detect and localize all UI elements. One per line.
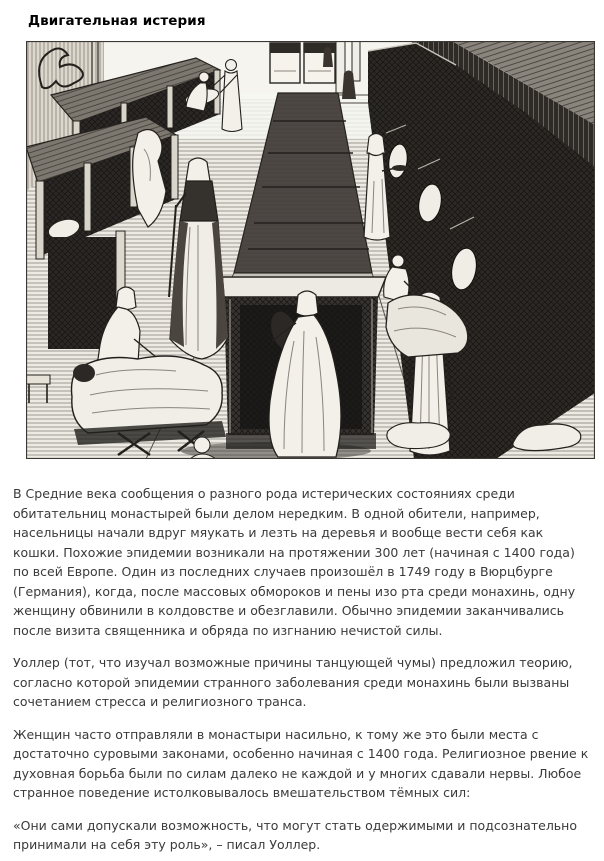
canopy-bed [216, 277, 386, 457]
paragraph-1: В Средние века сообщения о разного рода истерических состояниях среди обитательниц монастырей были делом нередким. В одной обители, например, насельницы начали вдруг мяукать и лезть на деревья и вообще вести себя как кошки. Похожие эпидемии возникали на протяжении 300 лет (начиная с 1400 года) по всей Европе. Один из последних случаев произошёл в 1749 году в Вюрцбурге (Германия), когда, после массовых обмороков и пены изо рта среди монахинь, одну женщину обвинили в колдовстве и обезглавили. Обычно эпидемии заканчивались после визита священника и обряда по изгнанию нечистой силы. [13, 486, 576, 638]
paragraph-2: Уоллер (тот, что изучал возможные причины танцующей чумы) предложил теорию, согласно которой эпидемии странного заболевания среди монахинь были вызваны сочетанием стресса и религиозного транса. [13, 655, 573, 709]
page-title: Двигательная истерия [28, 13, 206, 29]
paragraph-3: Женщин часто отправляли в монастыри насильно, к тому же это были места с достаточно суровыми законами, особенно начиная с 1400 года. Религиозное рвение к духовная борьба были по силам далеко не каждой и у многих сдавали нервы. Любое странное поведение истолковывалось вмешательством тёмных сил: [13, 726, 589, 800]
paragraph-4: «Они сами допускали возможность, что могут стать одержимыми и подсознательно принимали на себя эту роль», – писал Уоллер. [13, 817, 577, 852]
engraving-illustration [26, 41, 595, 459]
article-body [13, 484, 591, 855]
hospital-engraving-image [26, 41, 595, 459]
